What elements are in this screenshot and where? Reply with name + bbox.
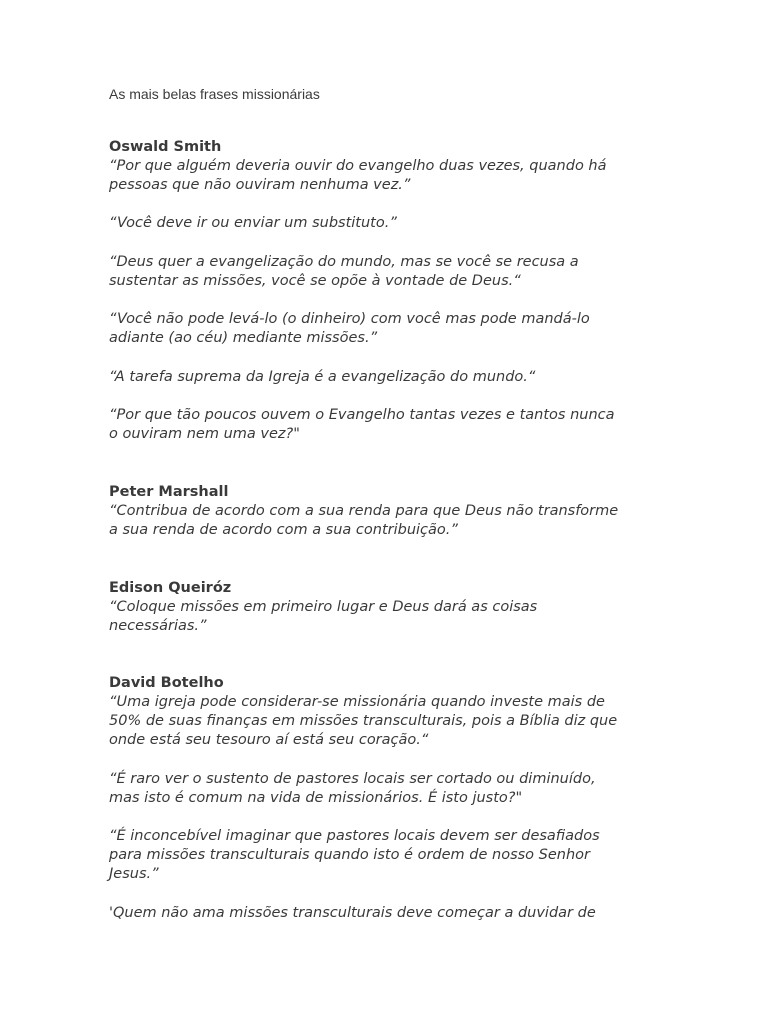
author-name: Oswald Smith: [109, 139, 222, 155]
quote: [109, 770, 669, 808]
quote: [109, 406, 669, 444]
quote: [109, 827, 669, 885]
author-name: Edison Queiróz: [109, 580, 232, 596]
quote-line: necessárias.”: [109, 618, 207, 635]
quote-line: “Por que alguém deveria ouvir do evangelho duas vezes, quando há: [109, 158, 607, 174]
quote-line: “É inconcebível imaginar que pastores locais devem ser desafiados: [109, 828, 600, 844]
quote: [109, 598, 669, 636]
quote-line: adiante (ao céu) mediante missões.”: [109, 330, 378, 347]
quote: [109, 502, 669, 540]
quote-line: “A tarefa suprema da Igreja é a evangelização do mundo.“: [109, 369, 536, 385]
document-title: As mais belas frases missionárias: [109, 86, 320, 102]
author-name: David Botelho: [109, 675, 224, 691]
quote-line: “Você não pode levá-lo (o dinheiro) com você mas pode mandá-lo: [109, 311, 590, 327]
quote-line: para missões transculturais quando isto é ordem de nosso Senhor: [109, 847, 590, 864]
quote-line: sustentar as missões, você se opõe à vontade de Deus.“: [109, 273, 521, 290]
quote: [109, 253, 669, 291]
quote-line: pessoas que não ouviram nenhuma vez.”: [109, 177, 411, 194]
quote-line: “Uma igreja pode considerar-se missionária quando investe mais de: [109, 694, 605, 710]
quote-line: “Deus quer a evangelização do mundo, mas se você se recusa a: [109, 254, 579, 270]
quote-line: mas isto é comum na vida de missionários. É isto justo?": [109, 790, 523, 807]
quote-line: onde está seu tesouro aí está seu coração.“: [109, 732, 429, 749]
quote-line: 'Quem não ama missões transculturais deve começar a duvidar de: [109, 905, 596, 921]
quote: [109, 310, 669, 348]
quote: [109, 368, 669, 387]
quote-line: “Por que tão poucos ouvem o Evangelho tantas vezes e tantos nunca: [109, 407, 615, 423]
quote-line: Jesus.”: [109, 866, 159, 883]
quote-line: “Contribua de acordo com a sua renda para que Deus não transforme: [109, 503, 619, 519]
quote: [109, 693, 669, 751]
quote-line: o ouviram nem uma vez?": [109, 426, 300, 443]
quote: [109, 904, 669, 923]
quote-line: “Coloque missões em primeiro lugar e Deus dará as coisas: [109, 599, 538, 615]
quote-line: 50% de suas finanças em missões transculturais, pois a Bíblia diz que: [109, 713, 618, 730]
quote: [109, 214, 669, 233]
quote-line: “Você deve ir ou enviar um substituto.”: [109, 215, 397, 231]
quote: [109, 157, 669, 195]
quote-line: a sua renda de acordo com a sua contribuição.”: [109, 522, 458, 539]
quote-line: “É raro ver o sustento de pastores locais ser cortado ou diminuído,: [109, 771, 596, 787]
author-name: Peter Marshall: [109, 484, 229, 500]
